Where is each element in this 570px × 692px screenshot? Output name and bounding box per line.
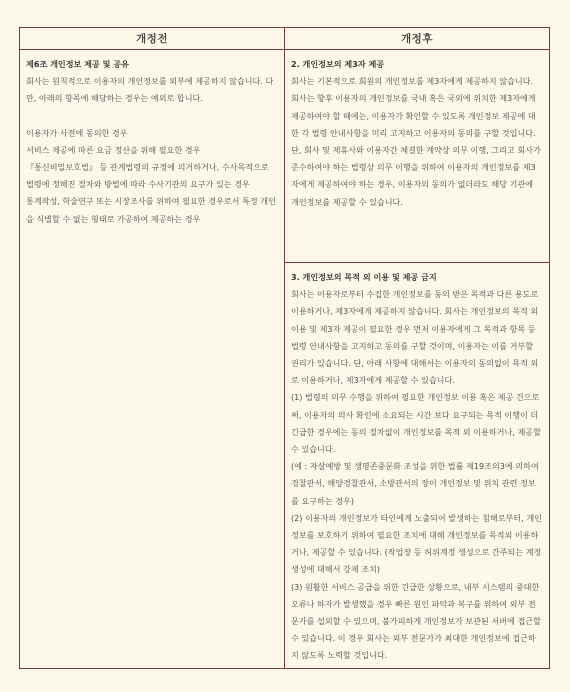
after-section3-body: 회사는 이용자로부터 수집한 개인정보를 동의 받은 목적과 다른 용도로 이용하거나, 제3자에게 제공하지 않습니다. 회사는 개인정보의 목적 외 이용 및 제3자 제공이 필요한 경우 먼저 이용자에게 그 목적과 항목 등 법령 안내사항을 고지하고 동의를 구할 것이며, 이용자는 이를 거부할 권리가 있습니다. 단, 아래 사항에 대해서는 이용자의 동의없이 목적 외로 이용하거나, 제3자에게 제공할 수 있습니다. [291, 289, 539, 386]
before-item: 이용자가 사전에 동의한 경우 [26, 127, 128, 138]
after-section3-cell [285, 263, 549, 668]
header-before: 개정전 [20, 28, 285, 50]
before-cell [20, 50, 285, 668]
comparison-table [19, 27, 550, 669]
header-after: 개정후 [285, 28, 549, 50]
before-item: 통계작성, 학술연구 또는 시장조사를 위하여 필요한 경우로서 특정 개인을 식별할 수 없는 형태로 가공하여 제공하는 경우 [26, 196, 276, 224]
after-section3-item: (3) 원활한 서비스 공급을 위한 긴급한 상황으로, 내부 시스템의 중대한 오류나 하자가 발생했을 경우 빠른 원인 파악과 복구를 위하여 외부 전문가를 섭외할 수 있으며, 불가피하게 개인정보가 보관된 서버에 접근할 수 있습니다. 이 경우 회사는 외부 전문가가 최대한 개인정보에 접근하지 않도록 노력할 것입니다. [291, 581, 541, 661]
before-title: 제6조 개인정보 제공 및 공유 [26, 59, 129, 69]
before-item: 『통신비밀보호법』 등 관계법령의 규정에 의거하거나, 수사목적으로 법령에 정해진 절차와 방법에 따라 수사기관의 요구가 있는 경우 [26, 162, 269, 190]
after-section3-item: (예 : 자살예방 및 생명존중문화 조성을 위한 법률 제19조의3에 의하여 경찰관서, 해양경찰관서, 소방관서의 장이 개인정보 및 위치 관련 정보를 요구하는 경우) [291, 461, 539, 506]
after-section2-cell [285, 50, 549, 263]
spacer [26, 108, 278, 125]
after-section2-body: 회사는 기본적으로 회원의 개인정보를 제3자에게 제공하지 않습니다. 회사는 향후 이용자의 개인정보를 국내 혹은 국외에 위치한 제3자에게 제공하여야 할 때에는, 이용자가 확인할 수 있도록 개인정보 제공에 대한 각 법령 안내사항을 미리 고지하고 이용자의 동의를 구할 것입니다. 단, 회사 및 제휴사와 이용자간 체결한 계약상 의무 이행, 그리고 회사가 준수하여야 하는 법령상 의무 이행을 위하여 이용자의 개인정보를 제3자에게 제공하여야 하는 경우, 이용자의 동의가 없더라도 해당 기관에 개인정보를 제공할 수 있습니다. [291, 76, 541, 207]
after-section3-item: (1) 법령의 의무 수행을 위하여 필요한 개인정보 이용 혹은 제공 건으로써, 이용자의 의사 확인에 소요되는 시간 보다 요구되는 목적 이행이 더 긴급한 경우에는 동의 절차없이 개인정보를 목적 외 이용하거나, 제공할 수 있습니다. [291, 392, 541, 455]
after-section2-title: 2. 개인정보의 제3자 제공 [291, 59, 385, 69]
before-item: 서비스 제공에 따른 요금 정산을 위해 필요한 경우 [26, 144, 201, 155]
after-section3-title: 3. 개인정보의 목적 외 이용 및 제공 금지 [291, 272, 437, 282]
before-intro: 회사는 원칙적으로 이용자의 개인정보를 외부에 제공하지 않습니다. 다만, 아래의 항목에 해당하는 경우는 예외로 합니다. [26, 76, 274, 104]
after-section3-item: (2) 이용자의 개인정보가 타인에게 노출되어 발생하는 침해로부터, 개인정보를 보호하기 위하여 필요한 조치에 대해 개인정보를 목적외 이용하거나, 제공할 수 있습니다. (작업장 등 허위계정 생성으로 간주되는 계정 생성에 대해서 강제 조치) [291, 512, 542, 575]
